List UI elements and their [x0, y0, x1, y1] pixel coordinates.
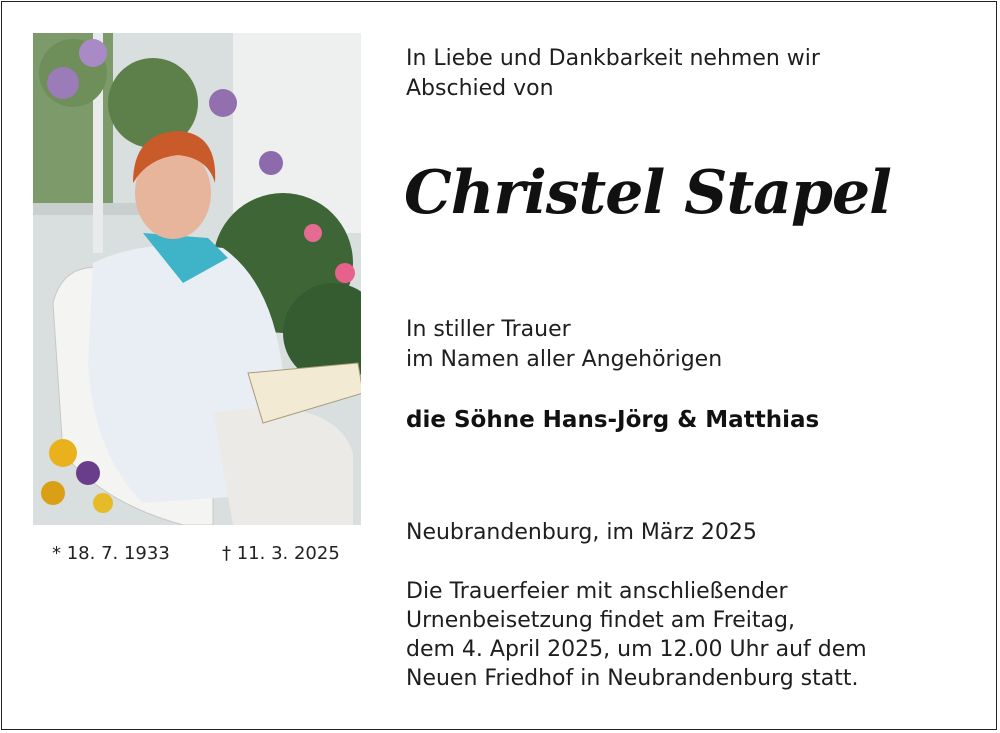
- mourning-text: In stiller Trauer im Namen aller Angehörigen: [406, 317, 723, 372]
- place-date: Neubrandenburg, im März 2025: [406, 520, 757, 545]
- funeral-details: Die Trauerfeier mit anschließender Urnenbeisetzung findet am Freitag, dem 4. April 2025, um 12.00 Uhr auf dem Neuen Friedhof in Neubrandenburg statt.: [406, 579, 867, 691]
- intro-text: In Liebe und Dankbarkeit nehmen wir Abschied von: [406, 46, 820, 101]
- deceased-name: Christel Stapel: [404, 158, 891, 228]
- death-date: † 11. 3. 2025: [222, 543, 340, 564]
- mourners-names: die Söhne Hans-Jörg & Matthias: [406, 407, 820, 433]
- portrait-photo: [33, 33, 361, 525]
- birth-date: * 18. 7. 1933: [52, 543, 170, 564]
